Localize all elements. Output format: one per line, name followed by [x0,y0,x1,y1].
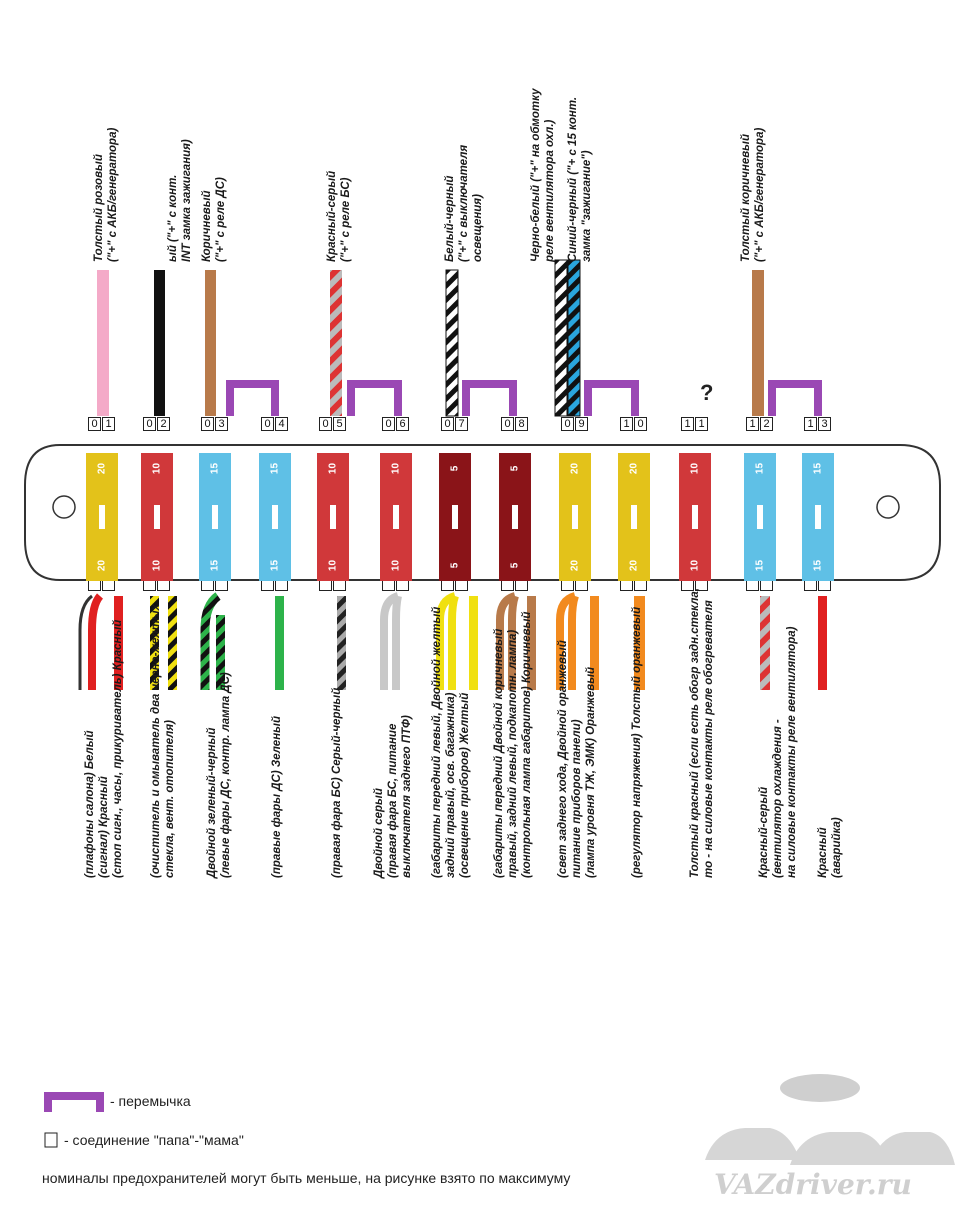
jumper-12-13 [772,384,818,416]
bottom-label-06-line-1: (правая фара БС, питание [387,723,399,878]
fuse-09 [559,453,591,581]
bottom-label-04-line-0: (правые фары ДС) Зеленый [271,716,283,878]
fuse-rating-13-b: 15 [812,559,824,572]
top-label-05-line-1: ("+" с реле БС) [340,177,352,262]
bottom-label-04 [270,716,284,878]
wire-top-02-black [154,270,165,416]
fuse-rating-07-t: 5 [449,465,461,472]
slot-top-13-0: 1 [804,417,817,431]
fuse-blade-12 [757,505,763,529]
fuse-blade-05 [330,505,336,529]
bottom-label-08 [492,612,534,878]
top-label-09b-line-1: замка "зажигание") [581,150,593,262]
unknown-wire-marker: ? [700,380,714,405]
slot-top-12-1: 2 [760,417,773,431]
slot-top-09-1: 9 [575,417,588,431]
top-label-05 [325,171,353,262]
bottom-label-12-line-0: Красный-серый [758,786,770,878]
slot-top-08-1: 8 [515,417,528,431]
fuse-05 [317,453,349,581]
bottom-label-09-line-1: питание приборов панели) [571,719,583,878]
bottom-label-02-line-0: (очиститель и омыватель два черно-желтых [150,603,162,878]
fuse-01 [86,453,118,581]
top-label-09a-line-0: Черно-белый ("+" на обмотку [530,88,542,262]
bottom-label-10-line-0: (регулятор напряжения) Толстый оранжевый [631,606,643,878]
fuse-08 [499,453,531,581]
watermark-logo: VAZdriver.ru [714,1168,912,1201]
fuse-blade-10 [631,505,637,529]
slot-top-06-0: 0 [382,417,395,431]
bottom-label-05 [330,688,344,878]
fuse-02 [141,453,173,581]
fuse-rating-10-t: 20 [628,462,640,475]
bottom-label-12 [757,626,799,878]
top-label-01 [92,128,120,262]
fuse-blade-03 [212,505,218,529]
slot-top-02-1: 2 [157,417,170,431]
fuse-rating-10-b: 20 [628,559,640,572]
bottom-label-13-line-0: Красный [817,827,829,878]
fuse-04 [259,453,291,581]
fuse-rating-12-t: 15 [754,462,766,475]
bottom-label-06-line-2: выключателя заднего ПТФ) [401,715,413,878]
fuse-rating-09-t: 20 [569,462,581,475]
top-label-09a [529,88,557,262]
bottom-label-06-line-0: Двойной серый [373,788,385,878]
bottom-label-07-line-0: (габариты передний левый, Двойной желтый [431,606,443,878]
legend-note: номиналы предохранителей могут быть меньше, на рисунке взято по максимуму [42,1170,571,1186]
fuse-12 [744,453,776,581]
wire-top-07-whiteblack [446,270,458,416]
top-label-07-line-1: ("+" с выключателя [458,144,470,262]
bottom-label-09 [556,640,598,878]
fuse-rating-07-b: 5 [449,562,461,569]
fuse-rating-13-t: 15 [812,462,824,475]
slot-top-05-1: 5 [333,417,346,431]
fuse-blade-13 [815,505,821,529]
fuse-rating-08-t: 5 [509,465,521,472]
slot-top-10-0: 1 [620,417,633,431]
bottom-label-07-line-2: (освещение приборов) Желтый [459,692,471,878]
bottom-label-01-line-2: (стоп сигн., часы, прикуриватель) Красный [112,619,124,878]
bottom-label-13 [816,817,844,878]
wire-top-09-blueblack [568,260,580,416]
bottom-label-02-line-1: стекла, вент. отопителя) [164,720,176,878]
slot-top-09-0: 0 [561,417,574,431]
top-label-03-line-1: ("+" с реле ДС) [215,177,227,262]
bottom-label-10 [630,607,644,878]
top-label-12-line-0: Толстый коричневый [740,133,752,262]
top-label-09a-line-1: реле вентилятора охл.) [544,119,556,262]
fuse-rating-04-t: 15 [269,462,281,475]
slot-top-07-0: 0 [441,417,454,431]
fuse-rating-04-b: 15 [269,559,281,572]
bottom-label-03 [205,672,233,878]
top-label-02-line-0: ый ("+" с конт. [167,174,179,262]
slot-top-04-1: 4 [275,417,288,431]
top-label-12 [739,128,767,262]
slot-top-05-0: 0 [319,417,332,431]
fuse-rating-06-b: 10 [390,559,402,572]
fuse-rating-11-b: 10 [689,559,701,572]
top-label-02 [166,139,194,262]
slot-top-02-0: 0 [143,417,156,431]
slot-top-03-0: 0 [201,417,214,431]
fuse-03 [199,453,231,581]
wire-bot-05-grayblack [337,596,346,690]
jumper-03-04 [230,384,275,416]
watermark-cars [705,1074,955,1165]
bottom-label-11-line-1: то - на силовые контакты реле обогревателя [703,600,715,878]
bottom-label-03-line-1: (левые фары ДС, контр. лампа ДС) [220,672,232,878]
fuse-rating-01-b: 20 [96,559,108,572]
fuse-rating-01-t: 20 [96,462,108,475]
fuse-rating-03-b: 15 [209,559,221,572]
legend-connector-icon [45,1133,57,1147]
fuse-blade-04 [272,505,278,529]
slot-top-01-1: 1 [102,417,115,431]
fuse-13 [802,453,834,581]
top-label-01-line-0: Толстый розовый [93,154,105,262]
slot-top-13-1: 3 [818,417,831,431]
wire-top-05-redgray [330,270,342,416]
top-label-03 [200,177,228,262]
fuse-rating-09-b: 20 [569,559,581,572]
bottom-label-13-line-1: (аварийка) [831,817,843,878]
mount-hole-right [877,496,899,518]
wire-top-09-blackwhite [555,260,567,416]
fuse-rating-03-t: 15 [209,462,221,475]
jumper-05-06 [351,384,398,416]
fuse-rating-02-t: 10 [151,462,163,475]
top-label-09b [566,97,594,262]
fuse-blade-01 [99,505,105,529]
slot-top-12-0: 1 [746,417,759,431]
wire-bot-04-green [275,596,284,690]
bottom-label-01 [83,620,125,878]
fuse-blade-09 [572,505,578,529]
fuse-blade-02 [154,505,160,529]
top-label-12-line-1: ("+" с АКБ/генератора) [754,127,766,262]
mount-hole-left [53,496,75,518]
bottom-label-01-line-0: (плафоны салона) Белый [84,730,96,878]
slot-top-06-1: 6 [396,417,409,431]
fuse-rating-02-b: 10 [151,559,163,572]
legend-jumper-icon [48,1096,100,1112]
bottom-label-07 [430,607,472,878]
bottom-label-09-line-0: (свет заднего хода, Двойной оранжевый [557,640,569,878]
fuse-rating-05-t: 10 [327,462,339,475]
fuse-rating-05-b: 10 [327,559,339,572]
bottom-label-08-line-1: правый, задний левый, подкапотн. лампа) [507,629,519,878]
slot-top-01-0: 0 [88,417,101,431]
bottom-label-08-line-2: (контрольная лампа габаритов) Коричневый [521,611,533,878]
fuse-rating-11-t: 10 [689,462,701,475]
top-label-09b-line-0: Синий-черный ("+ с 15 конт. [567,96,579,262]
bottom-label-12-line-1: (вентилятор охлаждения - [772,719,784,878]
bottom-label-02 [149,604,177,878]
slot-top-11-1: 1 [695,417,708,431]
slot-top-04-0: 0 [261,417,274,431]
jumper-09-10 [588,384,635,416]
fuse-10 [618,453,650,581]
bottom-label-11 [688,588,716,878]
fuse-blade-08 [512,505,518,529]
top-label-07-line-0: Белый-черный [444,175,456,262]
slot-top-08-0: 0 [501,417,514,431]
top-label-01-line-1: ("+" с АКБ/генератора) [107,127,119,262]
top-label-03-line-0: Коричневый [201,190,213,262]
fuse-rating-12-b: 15 [754,559,766,572]
fuse-rating-08-b: 5 [509,562,521,569]
bottom-label-09-line-2: (лампа уровня ТЖ, ЭМК) Оранжевый [585,666,597,878]
fuse-06 [380,453,412,581]
jumper-07-08 [466,384,513,416]
slot-top-10-1: 0 [634,417,647,431]
legend-connector-label: - соединение "папа"-"мама" [64,1132,244,1148]
wire-bot-13-red [818,596,827,690]
wire-top-01-pink [97,270,109,416]
bottom-label-03-line-0: Двойной зеленый-черный [206,727,218,878]
bottom-label-08-line-0: (габариты передний Двойной коричневый [493,628,505,878]
bottom-label-05-line-0: (правая фара БС) Серый-черный [331,687,343,878]
fuse-11 [679,453,711,581]
bottom-label-12-line-2: на силовые контакты реле вентилятора) [786,626,798,878]
top-label-05-line-0: Красный-серый [326,170,338,262]
top-label-07 [443,145,485,262]
slot-top-07-1: 7 [455,417,468,431]
top-label-07-line-2: освещения) [472,194,484,262]
slot-top-03-1: 3 [215,417,228,431]
fuse-blade-07 [452,505,458,529]
wire-top-12-brown [752,270,764,416]
slot-top-11-0: 1 [681,417,694,431]
fuse-rating-06-t: 10 [390,462,402,475]
bottom-label-11-line-0: Толстый красный (если есть обогр задн.стекла, [689,588,701,878]
bottom-label-06 [372,715,414,878]
fuse-blade-11 [692,505,698,529]
wire-bot-06-gray [384,596,398,690]
top-label-02-line-1: INT замка зажигания) [181,139,193,262]
legend-jumper-label: - перемычка [110,1093,191,1109]
bottom-label-07-line-1: задний правый, осв. багажника) [445,692,457,878]
wire-top-03-brown [205,270,216,416]
fuse-blade-06 [393,505,399,529]
bottom-label-01-line-1: (сигнал) Красный [98,776,110,878]
fuse-07 [439,453,471,581]
